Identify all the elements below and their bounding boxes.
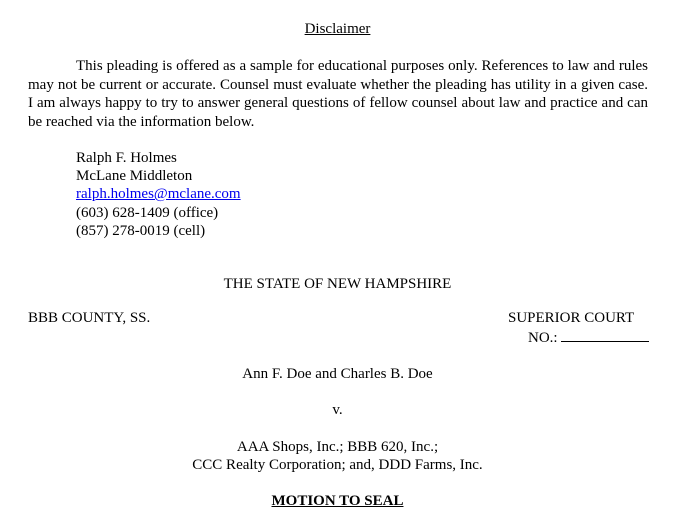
- case-number-label: NO.:: [528, 330, 558, 346]
- state-heading: THE STATE OF NEW HAMPSHIRE: [223, 276, 452, 292]
- court-label: SUPERIOR COURT: [508, 310, 635, 326]
- contact-email-link[interactable]: ralph.holmes@mclane.com: [76, 186, 241, 202]
- contact-firm: McLane Middleton: [76, 168, 193, 184]
- versus: v.: [332, 402, 343, 418]
- contact-email-row: [76, 185, 241, 203]
- document-title: MOTION TO SEAL: [271, 493, 404, 509]
- plaintiffs: Ann F. Doe and Charles B. Doe: [242, 366, 433, 382]
- contact-phone-office: (603) 628-1409 (office): [76, 205, 219, 221]
- contact-phone-cell: (857) 278-0019 (cell): [76, 223, 206, 239]
- disclaimer-paragraph: [28, 57, 648, 132]
- case-number-row: [528, 327, 649, 347]
- contact-name: Ralph F. Holmes: [76, 150, 177, 166]
- defendants-line-1: AAA Shops, Inc.; BBB 620, Inc.;: [236, 439, 439, 455]
- disclaimer-text: This pleading is offered as a sample for educational purposes only. References to law and rules may not be current or accurate. Counsel must evaluate whether the pleading has utility in a given case. I am always happy to try to answer general questions of fellow counsel about law and practice and can be reached via the information below.: [28, 58, 648, 131]
- disclaimer-heading: Disclaimer: [304, 21, 371, 37]
- defendants-line-2: CCC Realty Corporation; and, DDD Farms, Inc.: [192, 457, 483, 473]
- case-number-blank: [561, 327, 649, 342]
- county-label: BBB COUNTY, SS.: [28, 310, 151, 326]
